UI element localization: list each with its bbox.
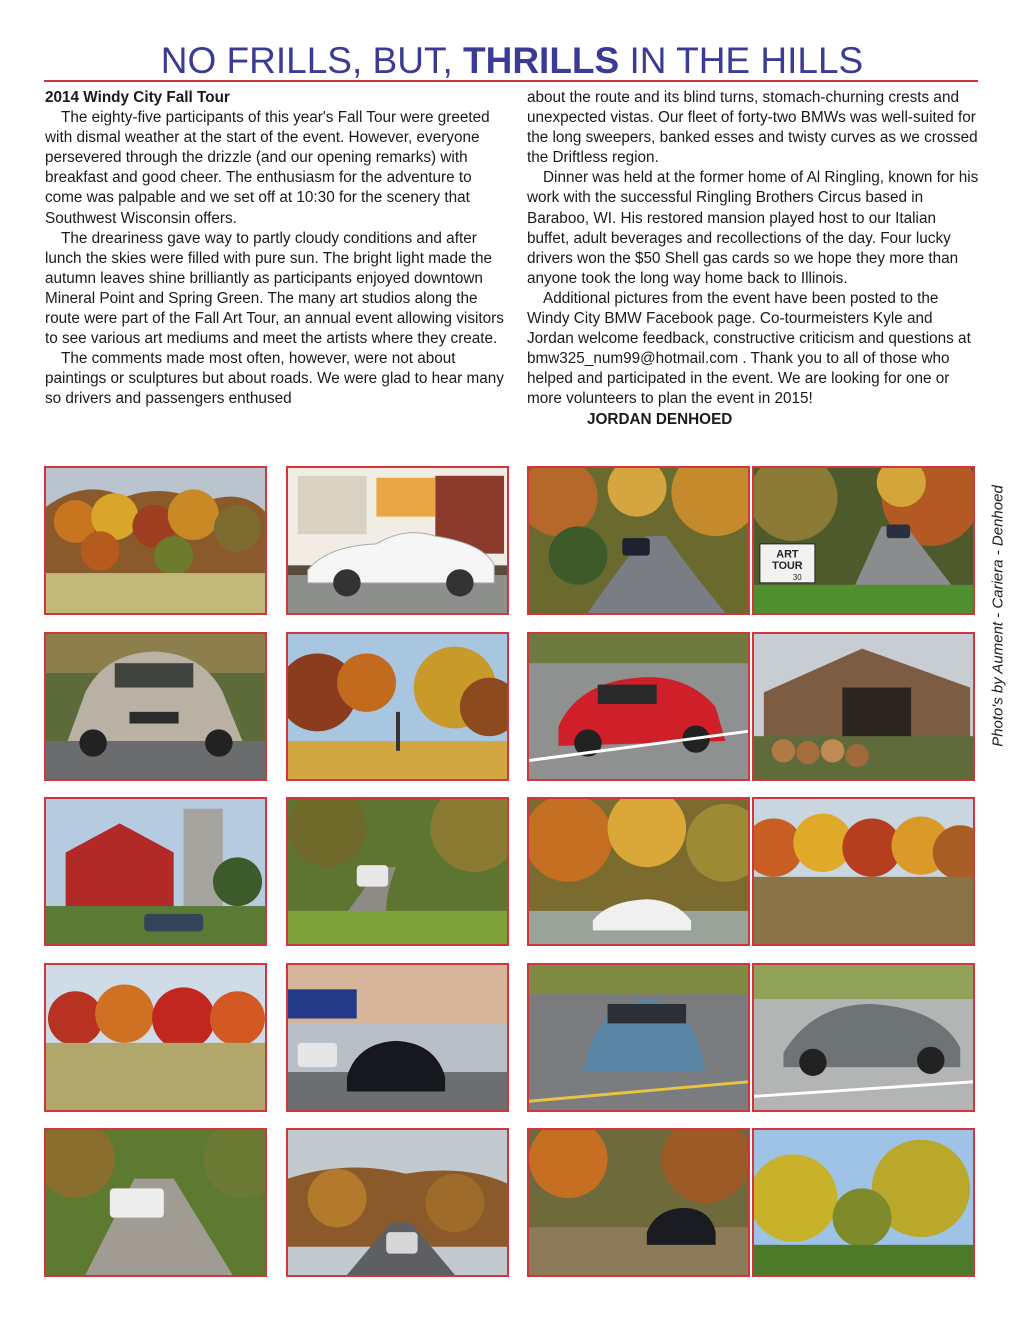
photo-car-on-bridge: [527, 1128, 750, 1277]
page-headline: [0, 36, 1024, 86]
sign-art-text: ART: [776, 548, 799, 561]
article-column-left: [45, 88, 505, 410]
photo-autumn-trees-sky: [286, 632, 509, 781]
sign-number-text: 30: [792, 572, 802, 582]
photo-old-shed-firewood: [752, 632, 975, 781]
article-title: 2014 Windy City Fall Tour: [45, 89, 230, 106]
photo-grey-e30-parking: [752, 963, 975, 1112]
photo-car-on-highway: [286, 1128, 509, 1277]
article-paragraph-5-text: Additional pictures from the event have been posted to the Windy City BMW Facebook page. Co-tourmeisters Kyle and Jordan welcome feedback, constructive criticism and questions at bmw325_num99@hotmail.com . Thank you to all of those who helped and participated in the event. We are looking for one or more volunteers to plan the event in 2015!: [527, 289, 971, 408]
photo-white-mini-road: [286, 797, 509, 946]
headline-rule: [44, 80, 978, 82]
headline-part-3: IN THE HILLS: [619, 40, 864, 81]
article-byline: JORDAN DENHOED: [587, 410, 733, 428]
article-paragraph-5: [527, 289, 982, 430]
photo-white-sedan-foliage: [527, 797, 750, 946]
photo-red-z4-parking: [527, 632, 750, 781]
article-paragraph-3: The comments made most often, however, were not about paintings or sculptures but about roads. We were glad to hear many so drivers and passengers enthused: [45, 350, 504, 408]
photo-art-tour-sign: [752, 466, 975, 615]
photo-red-barn-silo: [44, 797, 267, 946]
photo-blue-z3-road: [527, 963, 750, 1112]
article-paragraph-2: The dreariness gave way to partly cloudy conditions and after lunch the skies were filled with pure sun. The bright light made the autumn leaves shine brilliantly as participants enjoyed downtown Mineral Point and Spring Green. The many art studios along the route were part of the Fall Art Tour, an annual event allowing visitors to see various art mediums and meet the artists where they create.: [45, 229, 504, 348]
headline-part-1: NO FRILLS, BUT,: [160, 40, 463, 81]
article-paragraph-3-continued: about the route and its blind turns, stomach-churning crests and unexpected vistas. Our fleet of forty-two BMWs was well-suited for the long sweepers, banked esses and twisty curves as we crossed the Driftless region.: [527, 89, 978, 167]
photo-credit: [983, 466, 1013, 766]
article-column-right: [527, 88, 982, 430]
photo-white-z4-storefront: [286, 466, 509, 615]
article-paragraph-4: Dinner was held at the former home of Al Ringling, known for his work with the successful Ringling Brothers Circus based in Baraboo, WI. His restored mansion played host to our Italian buffet, adult beverages and recollections of the day. Four lucky drivers won the $50 Shell gas cards so we hope they more than anyone took the long way home back to Illinois.: [527, 169, 979, 287]
photo-credit-text: Photo's by Aument - Cariera - Denhoed: [989, 485, 1007, 747]
photo-car-on-tree-road: [527, 466, 750, 615]
photo-red-trees-field: [44, 963, 267, 1112]
headline-emphasis: THRILLS: [463, 40, 620, 81]
photo-yellow-trees-path: [752, 1128, 975, 1277]
photo-silver-3-series: [44, 632, 267, 781]
sign-tour-text: TOUR: [772, 560, 803, 573]
photo-dark-bmw-town-street: [286, 963, 509, 1112]
photo-colorful-treeline: [752, 797, 975, 946]
article-paragraph-1: The eighty-five participants of this year's Fall Tour were greeted with dismal weather at the start of the event. However, everyone persevered through the drizzle (and our opening remarks) with breakfast and good cheer. The enthusiasm for the adventure to come was palpable and we set off at 10:30 for the scenery that Southwest Wisconsin offers.: [45, 109, 490, 227]
photo-autumn-hillside: [44, 466, 267, 615]
photo-white-bmw-lane: [44, 1128, 267, 1277]
